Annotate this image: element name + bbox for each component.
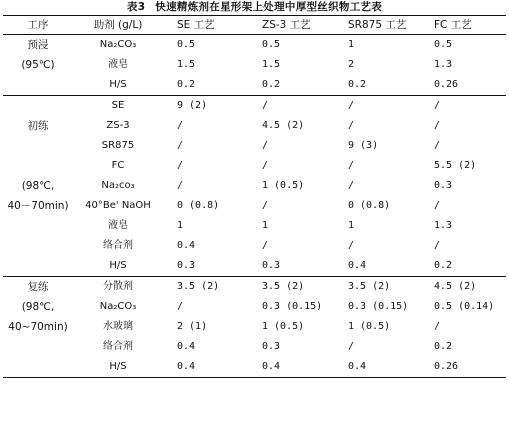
- agent-cell: 液皂: [108, 59, 128, 70]
- process-group: [3, 35, 506, 96]
- se-value: 0.5: [177, 39, 196, 50]
- sr875-value: 0 (0.8): [348, 200, 391, 211]
- fc-value: 0.5: [434, 39, 453, 50]
- sr875-value: 1 (0.5): [348, 321, 391, 332]
- agent-cell: Na₂co₃: [101, 180, 135, 191]
- sr875-value: 2: [348, 59, 355, 70]
- fc-value: /: [434, 120, 441, 131]
- header-agent: 助剂 (g/L): [93, 19, 143, 31]
- process-table: [3, 15, 506, 378]
- sr875-value: 1: [348, 39, 355, 50]
- fc-value: /: [434, 200, 441, 211]
- sr875-value: 3.5 (2): [348, 281, 391, 292]
- process-cell: [3, 277, 73, 378]
- sr875-value: 0.3 (0.15): [348, 301, 409, 312]
- agent-cell: ZS-3: [106, 120, 130, 131]
- sr875-value: 0.4: [348, 361, 367, 372]
- process-label-line: 初练: [27, 120, 49, 132]
- table-row: [3, 277, 506, 298]
- process-label-line: (95℃): [21, 59, 55, 71]
- agent-cell: H/S: [109, 79, 127, 90]
- fc-value: /: [434, 140, 441, 151]
- zs3-value: 4.5 (2): [262, 120, 305, 131]
- table-row: [3, 297, 506, 317]
- se-value: /: [177, 160, 184, 171]
- fc-value: 0.2: [434, 260, 453, 271]
- sr875-value: 1: [348, 220, 355, 231]
- agent-cell: SR875: [101, 140, 135, 151]
- header-process: 工序: [27, 19, 49, 31]
- fc-value: 0.2: [434, 341, 453, 352]
- table-row: [3, 196, 506, 216]
- agent-cell: 络合剂: [103, 240, 133, 251]
- zs3-value: 0.4: [262, 361, 281, 372]
- agent-cell: 液皂: [108, 220, 128, 231]
- fc-value: 1.3: [434, 220, 453, 231]
- se-value: /: [177, 120, 184, 131]
- fc-value: 1.3: [434, 59, 453, 70]
- process-label-line: [3, 96, 73, 116]
- table-row: [3, 216, 506, 236]
- table-row: [3, 96, 506, 117]
- table-row: [3, 55, 506, 75]
- agent-cell: SE: [111, 100, 125, 111]
- agent-cell: 40°Be' NaOH: [85, 200, 151, 211]
- se-value: 3.5 (2): [177, 281, 220, 292]
- sr875-value: 0.2: [348, 79, 367, 90]
- process-group: [3, 277, 506, 378]
- zs3-value: 3.5 (2): [262, 281, 305, 292]
- sr875-value: /: [348, 180, 355, 191]
- se-value: /: [177, 180, 184, 191]
- zs3-value: 1: [262, 220, 269, 231]
- se-value: 0 (0.8): [177, 200, 220, 211]
- table-row: [3, 176, 506, 196]
- se-value: 0.4: [177, 341, 196, 352]
- sr875-value: /: [348, 120, 355, 131]
- agent-cell: H/S: [109, 361, 127, 372]
- table-row: [3, 116, 506, 136]
- se-value: 0.3: [177, 260, 196, 271]
- zs3-value: 1 (0.5): [262, 321, 305, 332]
- fc-value: /: [434, 321, 441, 332]
- se-value: 1.5: [177, 59, 196, 70]
- process-label-line: (98℃,: [21, 180, 55, 192]
- zs3-value: /: [262, 160, 269, 171]
- table-row: [3, 317, 506, 337]
- se-value: 1: [177, 220, 184, 231]
- process-group: [3, 96, 506, 277]
- sr875-value: /: [348, 341, 355, 352]
- table-row: [3, 357, 506, 378]
- table-row: [3, 35, 506, 56]
- header-fc: FC 工艺: [434, 19, 472, 31]
- process-cell: [3, 35, 73, 96]
- zs3-value: /: [262, 200, 269, 211]
- agent-cell: 水玻璃: [103, 321, 133, 332]
- zs3-value: 0.3 (0.15): [262, 301, 323, 312]
- fc-value: 0.26: [434, 79, 459, 90]
- header-se: SE 工艺: [177, 19, 215, 31]
- zs3-value: /: [262, 240, 269, 251]
- se-value: 0.4: [177, 240, 196, 251]
- zs3-value: /: [262, 100, 269, 111]
- zs3-value: 0.3: [262, 260, 281, 271]
- table-row: [3, 136, 506, 156]
- sr875-value: /: [348, 100, 355, 111]
- process-label-line: 预浸: [27, 39, 49, 51]
- agent-cell: Na₂CO₃: [99, 39, 137, 50]
- se-value: 0.4: [177, 361, 196, 372]
- se-value: 2 (1): [177, 321, 208, 332]
- fc-value: /: [434, 240, 441, 251]
- sr875-value: /: [348, 160, 355, 171]
- table-caption: [0, 0, 509, 14]
- agent-cell: Na₂CO₃: [99, 301, 137, 312]
- zs3-value: 1 (0.5): [262, 180, 305, 191]
- zs3-value: 1.5: [262, 59, 281, 70]
- fc-value: /: [434, 100, 441, 111]
- sr875-value: 0.4: [348, 260, 367, 271]
- table-number: 表3: [126, 1, 146, 13]
- process-label-line: (98℃,: [21, 301, 55, 313]
- process-label-line: 40~70min): [8, 321, 68, 333]
- table-title: 快速精炼剂在星形架上处理中厚型丝织物工艺表: [155, 1, 383, 13]
- header-zs3: ZS-3 工艺: [262, 19, 311, 31]
- zs3-value: 0.3: [262, 341, 281, 352]
- table-header: [3, 16, 506, 35]
- fc-value: 4.5 (2): [434, 281, 477, 292]
- process-label-line: 40－70min): [7, 200, 69, 212]
- fc-value: 0.3: [434, 180, 453, 191]
- header-sr875: SR875 工艺: [348, 19, 407, 31]
- zs3-value: /: [262, 140, 269, 151]
- fc-value: 0.5 (0.14): [434, 301, 495, 312]
- sr875-value: /: [348, 240, 355, 251]
- header-row: [3, 16, 506, 35]
- table-row: [3, 75, 506, 96]
- se-value: 0.2: [177, 79, 196, 90]
- agent-cell: 络合剂: [103, 341, 133, 352]
- agent-cell: 分散剂: [103, 281, 133, 292]
- se-value: /: [177, 140, 184, 151]
- zs3-value: 0.5: [262, 39, 281, 50]
- zs3-value: 0.2: [262, 79, 281, 90]
- fc-value: 5.5 (2): [434, 160, 477, 171]
- process-label-line: 复练: [27, 281, 49, 293]
- sr875-value: 9 (3): [348, 140, 379, 151]
- table-row: [3, 236, 506, 256]
- agent-cell: H/S: [109, 260, 127, 271]
- se-value: /: [177, 301, 184, 312]
- table-row: [3, 256, 506, 277]
- table-row: [3, 337, 506, 357]
- se-value: 9 (2): [177, 100, 208, 111]
- process-label-line: [3, 136, 73, 156]
- process-cell: [3, 96, 73, 277]
- agent-cell: FC: [111, 160, 125, 171]
- fc-value: 0.26: [434, 361, 459, 372]
- process-label-line: [3, 156, 73, 176]
- table-row: [3, 156, 506, 176]
